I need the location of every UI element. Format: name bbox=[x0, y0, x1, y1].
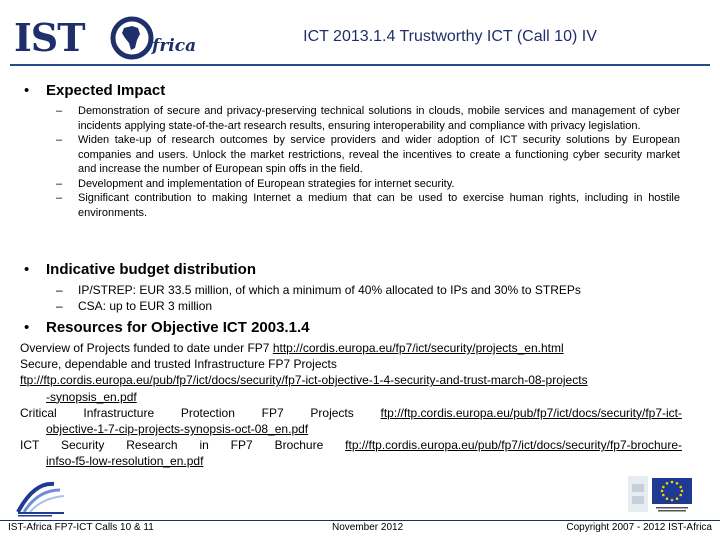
list-item: – Widen take-up of research outcomes by service providers and wider adoption of ICT security solutions by European companies and users. Unlock the market restrictions, reveal the incentives to create a functioning cyber security market and increase the number of European spin offs in the field. bbox=[56, 133, 680, 177]
footer-date: November 2012 bbox=[332, 522, 404, 533]
resource-line bbox=[20, 437, 682, 453]
resources-block bbox=[20, 340, 682, 470]
ist-africa-logo bbox=[14, 14, 197, 66]
footer-copyright: Copyright 2007 - 2012 IST-Africa bbox=[566, 522, 712, 533]
eu-flag-icon bbox=[628, 470, 708, 518]
list-item: – IP/STREP: EUR 33.5 million, of which a minimum of 40% allocated to IPs and 30% to STREPs bbox=[56, 282, 680, 298]
africa-globe-icon bbox=[110, 16, 154, 60]
logo-main-text: IST bbox=[14, 15, 85, 60]
list-item: – Significant contribution to making Internet a medium that can be used to exercise human rights, including in hostile environments. bbox=[56, 191, 680, 220]
brochure-link-cont[interactable]: infso-f5-low-resolution_en.pdf bbox=[46, 454, 204, 469]
bullet-icon: • bbox=[24, 82, 30, 99]
resource-label: Critical Infrastructure Protection FP7 Projects bbox=[20, 405, 381, 420]
section-heading: Resources for Objective ICT 2003.1.4 bbox=[46, 319, 310, 336]
logo-suffix-text: frica bbox=[152, 36, 197, 56]
cip-projects-link[interactable]: ftp://ftp.cordis.europa.eu/pub/fp7/ict/docs/security/fp7-ict- bbox=[380, 405, 682, 420]
header-divider bbox=[10, 64, 710, 66]
footer-divider bbox=[0, 520, 720, 521]
brochure-link[interactable]: ftp://ftp.cordis.europa.eu/pub/fp7/ict/docs/security/fp7-brochure- bbox=[345, 438, 682, 453]
bullet-icon: • bbox=[24, 261, 30, 278]
resource-label: ICT Security Research in FP7 Brochure bbox=[20, 438, 346, 453]
section-expected-impact bbox=[24, 82, 165, 99]
section-heading: Expected Impact bbox=[46, 82, 166, 99]
cip-projects-link-cont[interactable]: objective-1-7-cip-projects-synopsis-oct-08_en.pdf bbox=[46, 422, 309, 437]
footer-left: IST-Africa FP7-ICT Calls 10 & 11 bbox=[8, 522, 154, 533]
bullet-icon: • bbox=[24, 319, 30, 336]
budget-list bbox=[56, 282, 680, 314]
list-item: – CSA: up to EUR 3 million bbox=[56, 298, 680, 314]
infrastructure-projects-link-cont[interactable]: -synopsis_en.pdf bbox=[46, 389, 137, 404]
section-heading: Indicative budget distribution bbox=[46, 261, 256, 278]
list-item: – Demonstration of secure and privacy-preserving technical solutions in clouds, mobile services and management of cyber incidents applying state-of-the-art research results, ensuring interoperability and compliance with privacy legislation. bbox=[56, 104, 680, 133]
resource-line bbox=[20, 405, 682, 421]
projects-overview-link[interactable]: http://cordis.europa.eu/fp7/ict/security/projects_en.html bbox=[272, 341, 564, 355]
section-resources bbox=[24, 319, 309, 336]
expected-impact-list bbox=[56, 104, 680, 220]
list-item: – Development and implementation of European strategies for internet security. bbox=[56, 177, 680, 192]
resource-label: Overview of Projects funded to date under FP7 bbox=[20, 341, 273, 355]
section-budget bbox=[24, 261, 256, 278]
resource-line bbox=[20, 340, 682, 356]
slide-title: ICT 2013.1.4 Trustworthy ICT (Call 10) IV bbox=[303, 28, 597, 45]
resource-line: Secure, dependable and trusted Infrastructure FP7 Projects bbox=[20, 357, 337, 372]
fp7-logo-icon bbox=[14, 478, 70, 518]
infrastructure-projects-link[interactable]: ftp://ftp.cordis.europa.eu/pub/fp7/ict/docs/security/fp7-ict-objective-1-4-security-and-trust-march-08-projects bbox=[20, 373, 588, 388]
